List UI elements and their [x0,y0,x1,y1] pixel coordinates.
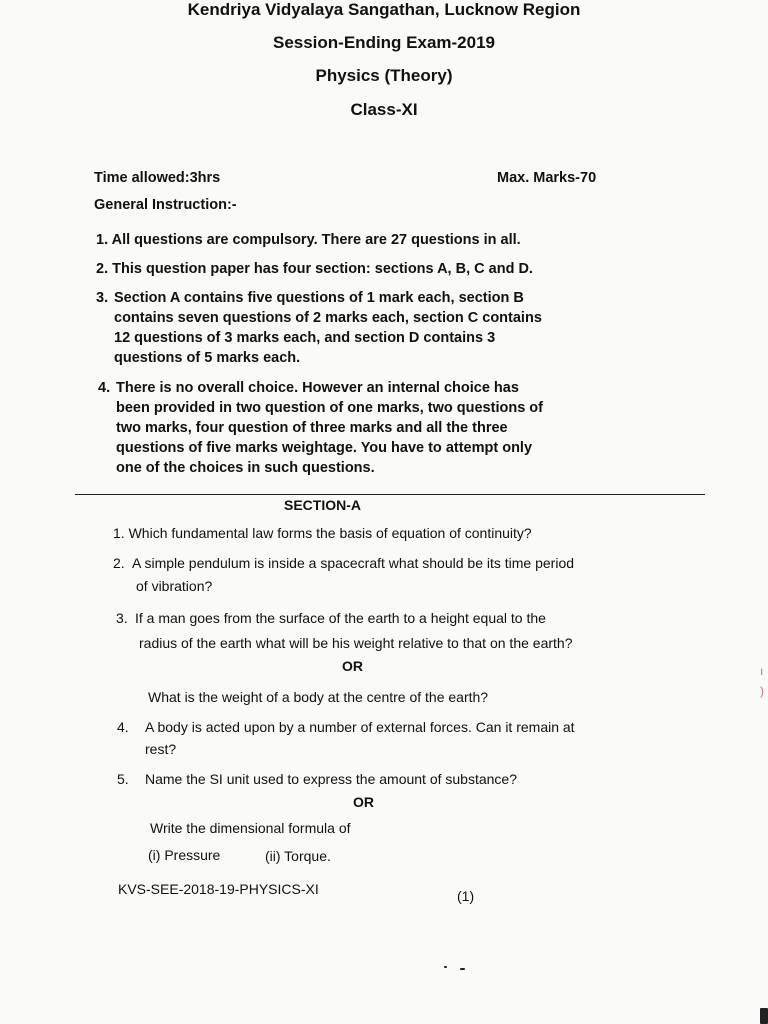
margin-mark: ı [760,664,764,678]
question-line: Name the SI unit used to express the amount of substance? [145,771,517,787]
time-allowed: Time allowed:3hrs [94,170,221,186]
instruction-line: This question paper has four section: sections A, B, C and D. [112,261,533,277]
instruction-line: Section A contains five questions of 1 mark each, section B [114,290,524,306]
class-title: Class-XI [350,100,418,119]
question-line: of vibration? [136,578,213,594]
instruction-line: been provided in two question of one marks, two questions of [116,400,543,416]
paper-code: KVS-SEE-2018-19-PHYSICS-XI [118,881,319,897]
instruction-line: There is no overall choice. However an internal choice has [116,380,519,396]
section-divider [75,494,705,495]
alternative-question: What is the weight of a body at the centre of the earth? [148,689,489,705]
question-number: 4. [117,719,129,735]
scan-speck [444,966,447,968]
sub-part: (ii) Torque. [265,848,331,864]
instruction-line: two marks, four question of three marks and all the three [116,420,508,436]
or-label: OR [342,658,363,674]
question-number: 5. [117,771,129,787]
scan-edge-mark [760,1008,768,1024]
question-line: A body is acted upon by a number of external forces. Can it remain at [145,719,575,735]
question-line: rest? [145,741,177,757]
question-number: 2. [113,555,125,571]
instruction-line: 12 questions of 3 marks each, and section D contains 3 [114,330,496,346]
instruction-number: 2. [96,261,109,277]
question-item [117,716,575,760]
scan-speck [460,968,465,970]
question-number: 3. [116,610,128,626]
question-item [117,769,517,789]
instructions-title: General Instruction:- [94,197,237,213]
sub-part: (i) Pressure [148,847,221,863]
instruction-number: 4. [98,380,111,396]
instruction-item [96,288,542,368]
school-name: Kendriya Vidyalaya Sangathan, Lucknow Region [187,0,581,19]
question-item [113,523,532,543]
instruction-number: 1. [96,232,109,248]
instruction-item [96,259,533,279]
question-number: 1. [113,525,125,541]
instruction-line: questions of five marks weightage. You have to attempt only [116,440,533,456]
question-line: Which fundamental law forms the basis of equation of continuity? [128,525,532,541]
instruction-line: questions of 5 marks each. [114,350,301,366]
or-label: OR [353,794,374,810]
question-line: A simple pendulum is inside a spacecraft what should be its time period [132,555,575,571]
page-number: (1) [457,888,475,904]
question-line: radius of the earth what will be his weight relative to that on the earth? [139,635,573,651]
instruction-line: one of the choices in such questions. [116,460,375,476]
instruction-line: All questions are compulsory. There are 27 questions in all. [111,232,521,248]
subject-title: Physics (Theory) [315,66,453,85]
instruction-item [96,230,521,250]
instruction-line: contains seven questions of 2 marks each, section C contains [114,310,542,326]
alternative-question: Write the dimensional formula of [150,820,351,836]
instruction-item [98,378,543,478]
max-marks: Max. Marks-70 [497,170,597,186]
instruction-number: 3. [96,290,109,306]
question-item [113,552,574,598]
margin-mark: ) [760,684,764,698]
section-title: SECTION-A [284,497,361,513]
question-item [116,606,572,656]
exam-title: Session-Ending Exam-2019 [272,33,496,52]
question-line: If a man goes from the surface of the earth to a height equal to the [135,610,546,626]
